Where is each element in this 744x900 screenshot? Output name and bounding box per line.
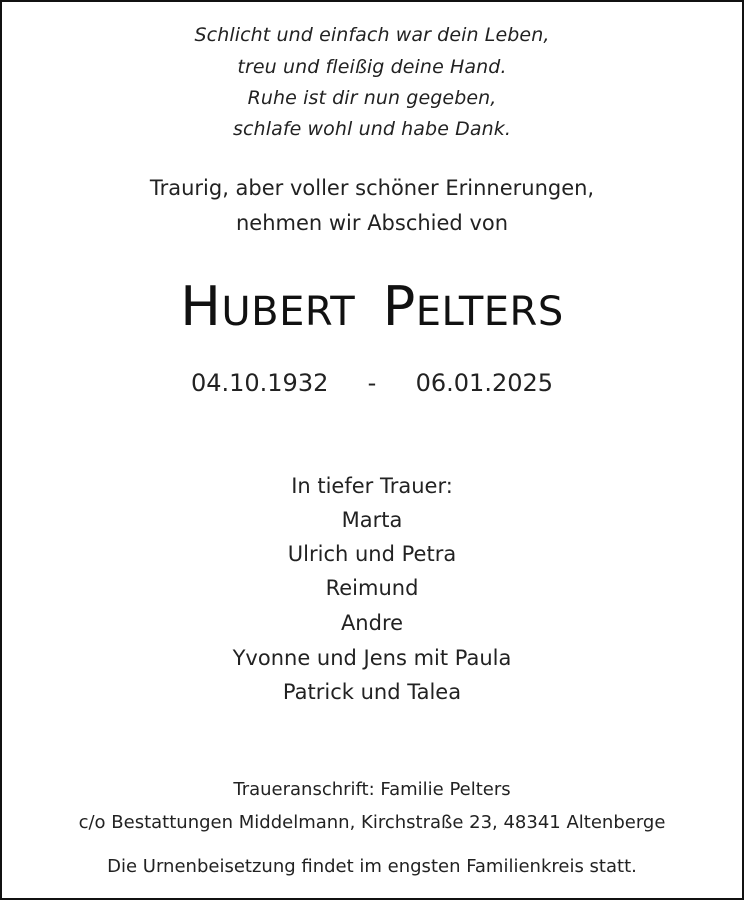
mourners-heading: In tiefer Trauer: [291,474,453,498]
burial-note: Die Urnenbeisetzung findet im engsten Familienkreis statt. [107,856,637,877]
poem-line: Ruhe ist dir nun gegeben, [247,87,497,109]
birth-date: 04.10.1932 [190,369,329,397]
poem-line: schlafe wohl und habe Dank. [233,118,511,140]
mourner-name: Patrick und Talea [282,680,462,704]
mourner-name: Marta [341,508,403,532]
mourner-name: Yvonne und Jens mit Paula [232,646,512,670]
deceased-name [0,275,744,338]
mourner-name: Reimund [325,576,419,600]
deceased-name-text: HUBERT PELTERS [180,275,564,338]
death-date: 06.01.2025 [415,369,554,397]
mourner-name: Ulrich und Petra [287,542,457,566]
address-line: c/o Bestattungen Middelmann, Kirchstraße 23, 48341 Altenberge [78,812,666,833]
mourner-name: Andre [340,611,404,635]
intro-line: Traurig, aber voller schöner Erinnerungen, [149,176,595,200]
intro-line: nehmen wir Abschied von [235,211,509,235]
poem-line: Schlicht und einfach war dein Leben, [194,24,550,46]
poem-line: treu und fleißig deine Hand. [237,56,507,78]
life-dates [0,369,744,397]
date-separator: - [367,369,377,397]
address-label: Traueranschrift: Familie Pelters [233,779,511,800]
